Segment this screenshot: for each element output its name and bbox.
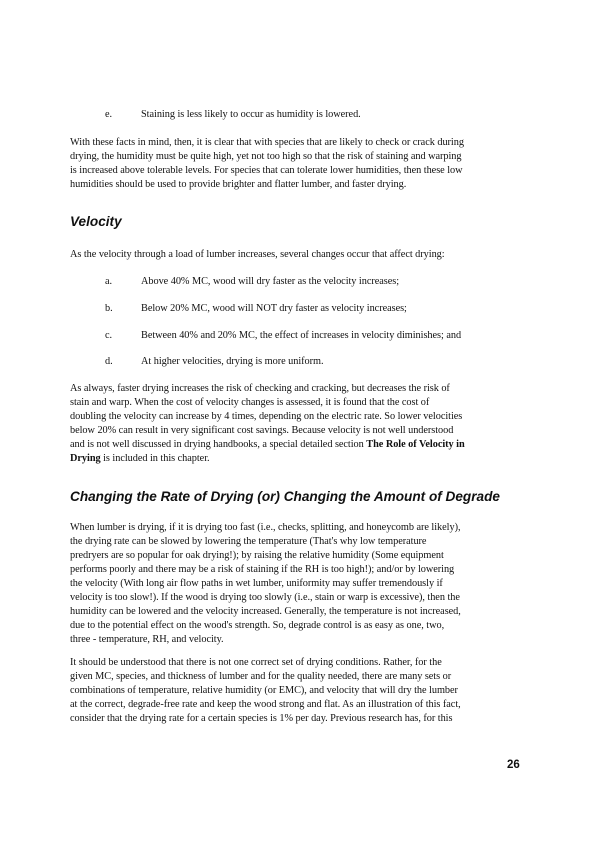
text-line xyxy=(70,452,530,466)
list-item-b xyxy=(105,302,407,316)
text-line: stain and warp. When the cost of velocity changes is assessed, it is found that the cost of xyxy=(70,397,430,408)
list-item-e xyxy=(105,108,361,122)
section-reference-bold: Drying xyxy=(70,453,101,464)
text-line: It should be understood that there is not one correct set of drying conditions. Rather, for the xyxy=(70,657,442,668)
list-item-text: Between 40% and 20% MC, the effect of increases in velocity diminishes; and xyxy=(141,330,462,341)
text-line: due to the potential effect on the wood's strength. So, degrade control is as easy as one, two, xyxy=(70,620,445,631)
text-line: predryers are so popular for oak drying!); by raising the relative humidity (Some equipment xyxy=(70,550,444,561)
list-item-letter: b. xyxy=(105,303,113,314)
text-line: three - temperature, RH, and velocity. xyxy=(70,634,224,645)
text-line: below 20% can result in very significant cost savings. Because velocity is not well understood xyxy=(70,425,454,436)
paragraph-velocity xyxy=(70,382,530,466)
text-line: With these facts in mind, then, it is clear that with species that are likely to check or crack during xyxy=(70,137,464,148)
list-item-text: Below 20% MC, wood will NOT dry faster as velocity increases; xyxy=(141,303,407,314)
text-line: humidities should be used to provide brighter and flatter lumber, and faster drying. xyxy=(70,179,407,190)
text-line: the velocity (With long air flow paths in wet lumber, uniformity may suffer tremendously if xyxy=(70,578,443,589)
text-line: doubling the velocity can increase by 4 times, depending on the electric rate. So lower velocities xyxy=(70,411,463,422)
text-line: When lumber is drying, if it is drying too fast (i.e., checks, splitting, and honeycomb are likely), xyxy=(70,522,461,533)
text-line: the drying rate can be slowed by lowering the temperature (That's why low temperature xyxy=(70,536,427,547)
text-line: consider that the drying rate for a certain species is 1% per day. Previous research has, for this xyxy=(70,713,453,724)
list-item-a xyxy=(105,275,399,289)
list-item-d xyxy=(105,355,324,369)
list-item-letter: e. xyxy=(105,109,113,120)
text-run: is included in this chapter. xyxy=(100,453,210,464)
list-item-text: Above 40% MC, wood will dry faster as the velocity increases; xyxy=(141,276,400,287)
text-line: given MC, species, and thickness of lumber and for the quality needed, there are many sets or xyxy=(70,671,452,682)
section-heading-degrade: Changing the Rate of Drying (or) Changing the Amount of Degrade xyxy=(70,489,500,504)
list-item-text: At higher velocities, drying is more uniform. xyxy=(141,356,324,367)
page-number: 26 xyxy=(507,759,520,771)
text-line: velocity is too slow!). If the wood is drying too slowly (i.e., stain or warp is excessive), then the xyxy=(70,592,460,603)
text-line: humidity can be lowered and the velocity increased. Generally, the temperature is not increased, xyxy=(70,606,461,617)
text-line: is increased above tolerable levels. For species that can tolerate lower humidities, then these low xyxy=(70,165,463,176)
list-item-letter: d. xyxy=(105,356,113,367)
text-line: As the velocity through a load of lumber increases, several changes occur that affect drying: xyxy=(70,249,445,260)
text-line: drying, the humidity must be quite high, yet not too high so that the risk of staining and warping xyxy=(70,151,462,162)
list-item-text: Staining is less likely to occur as humidity is lowered. xyxy=(141,109,361,120)
paragraph-humidity xyxy=(70,136,530,192)
text-line: combinations of temperature, relative humidity (or EMC), and velocity that will dry the lumber xyxy=(70,685,458,696)
text-run: and is not well discussed in drying handbooks, a special detailed section xyxy=(70,439,367,450)
list-item-letter: c. xyxy=(105,330,113,341)
section-reference-bold: The Role of Velocity in xyxy=(366,439,465,450)
text-line xyxy=(70,438,530,452)
text-line: As always, faster drying increases the risk of checking and cracking, but decreases the risk of xyxy=(70,383,450,394)
paragraph-degrade-1 xyxy=(70,521,530,647)
text-line: at the correct, degrade-free rate and keep the wood strong and flat. As an illustration of this fact, xyxy=(70,699,461,710)
paragraph-degrade-2 xyxy=(70,656,530,726)
paragraph-velocity-intro xyxy=(70,248,530,262)
list-item-letter: a. xyxy=(105,276,113,287)
section-heading-velocity: Velocity xyxy=(70,214,122,229)
text-line: performs poorly and there may be a risk of staining if the RH is too high!); and/or by lowering xyxy=(70,564,455,575)
list-item-c xyxy=(105,329,461,343)
